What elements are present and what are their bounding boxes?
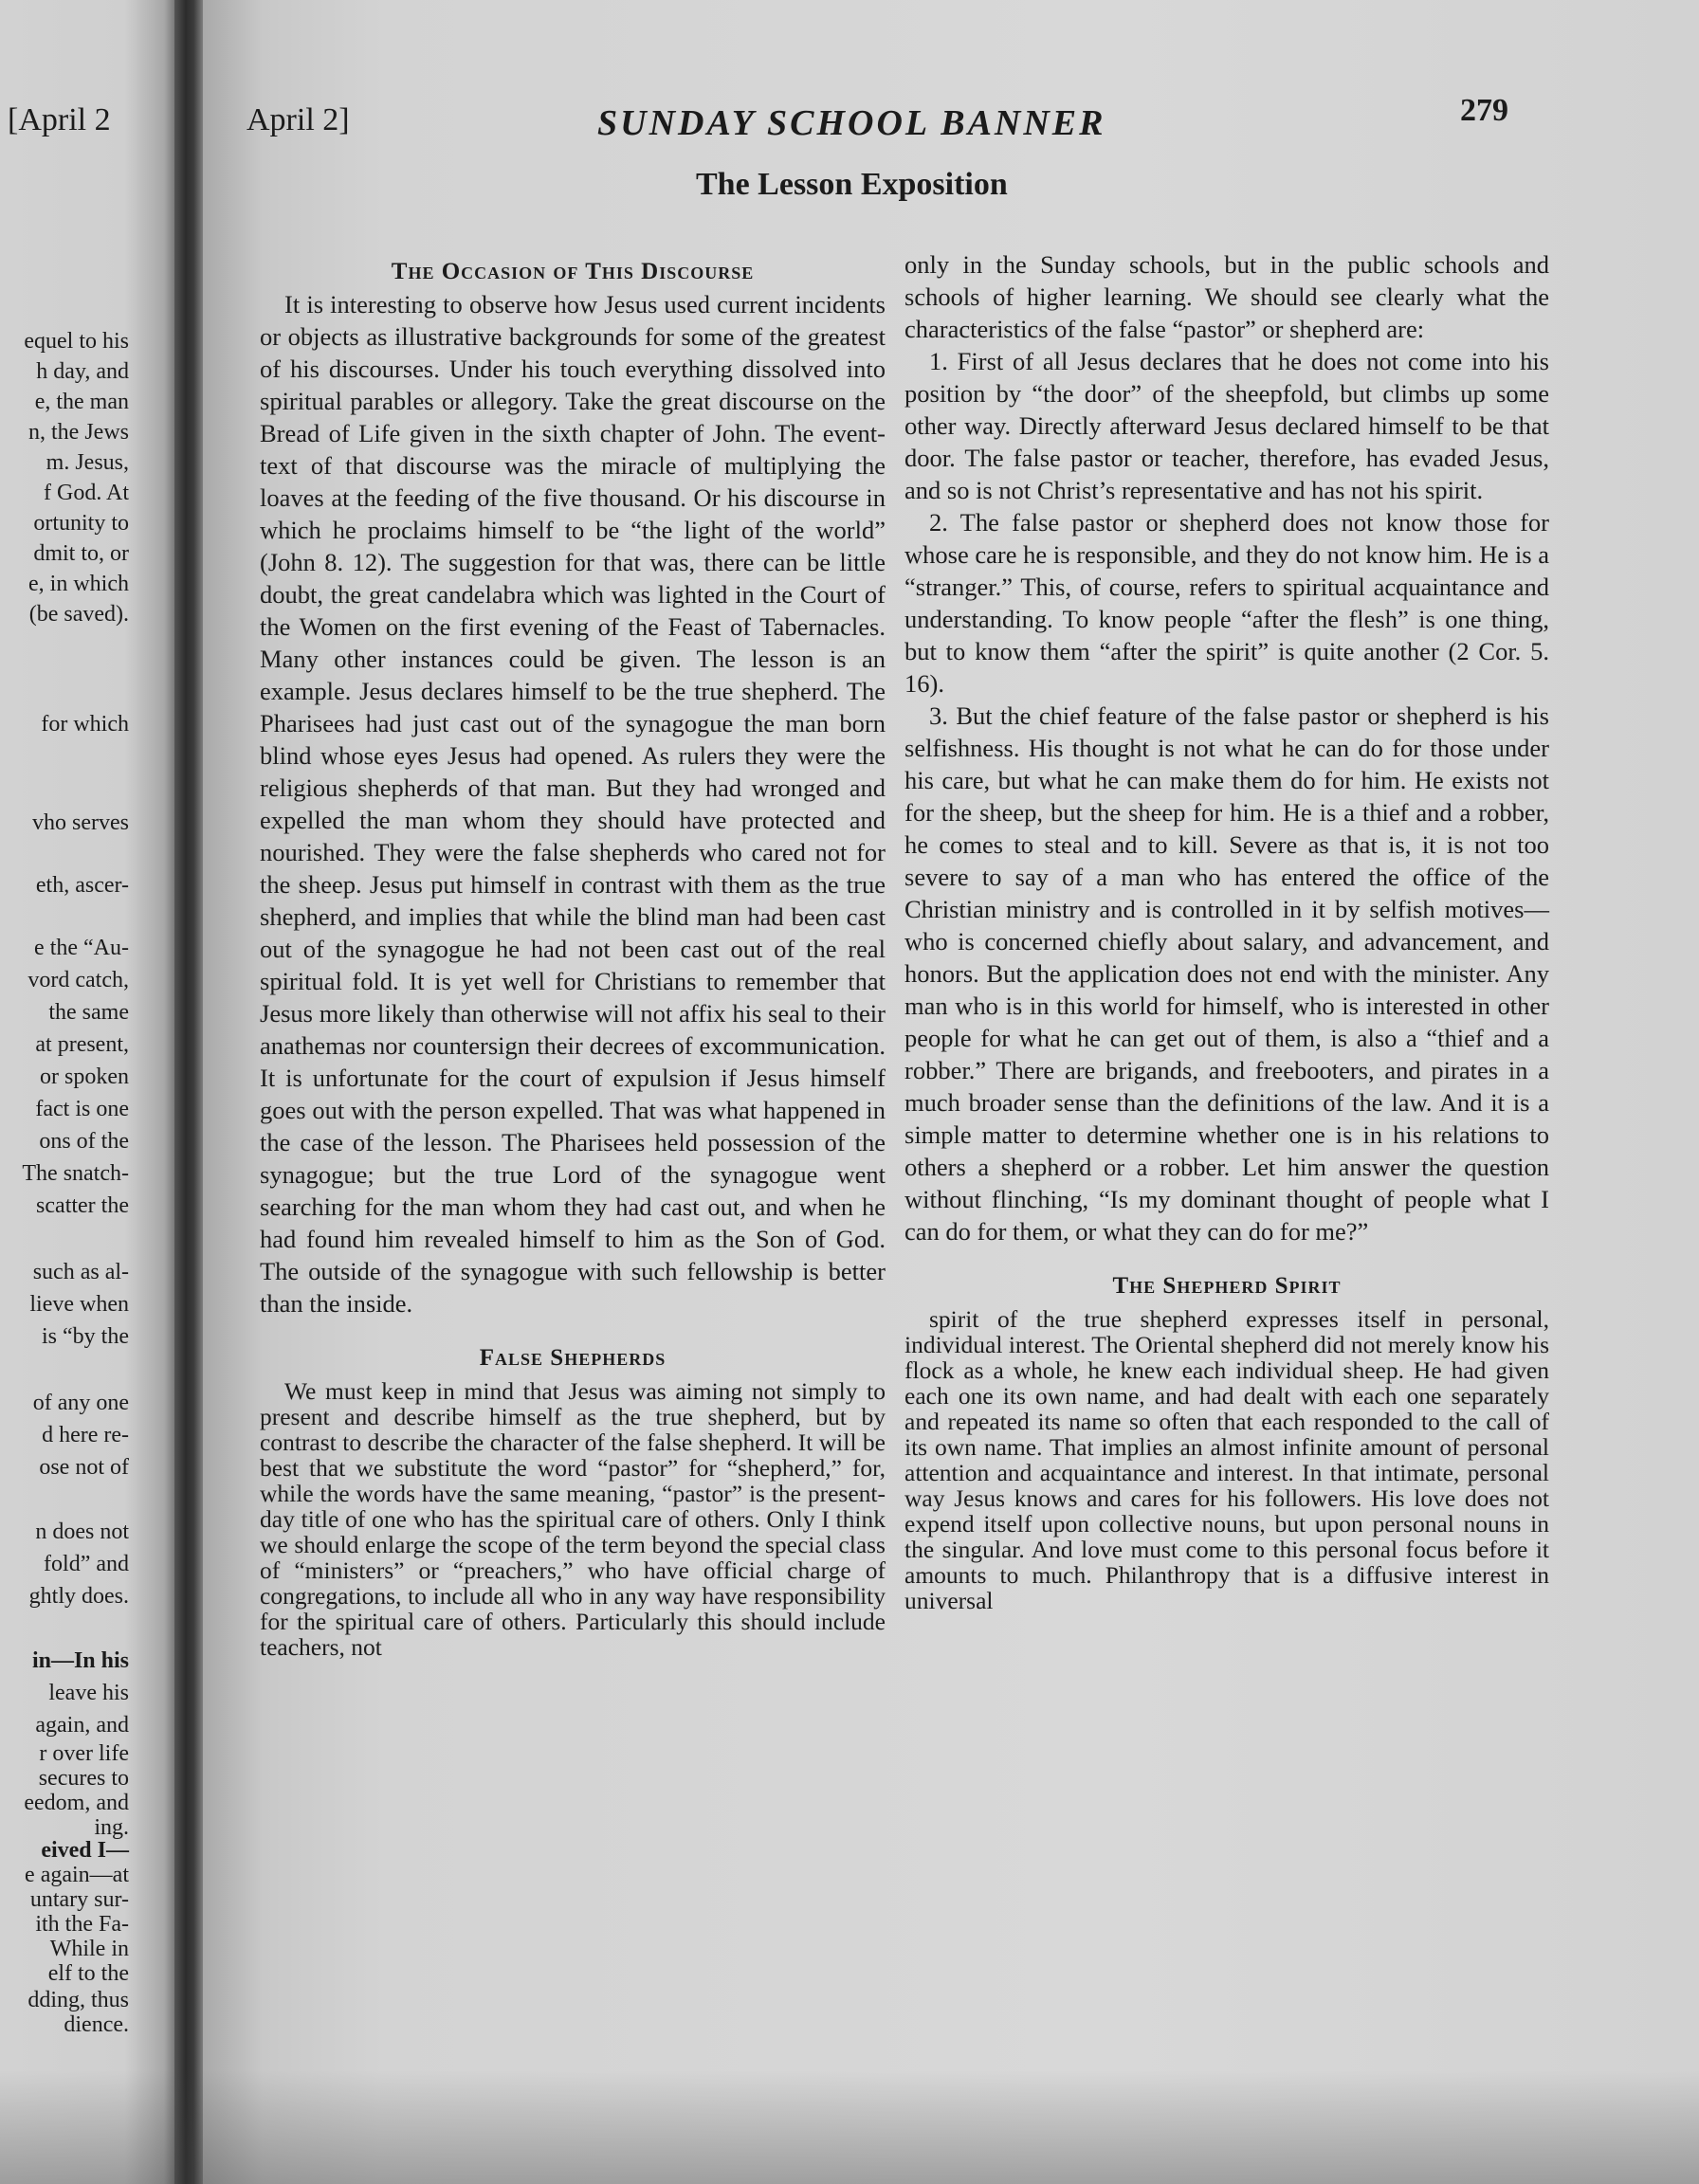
- left-page-line: f God. At: [44, 481, 129, 505]
- left-page-line: ortunity to: [33, 511, 129, 536]
- text-column-left: [260, 256, 886, 1660]
- left-page-line: of any one: [32, 1391, 129, 1415]
- left-page-line: d here re-: [42, 1423, 129, 1447]
- paragraph-occasion: It is interesting to observe how Jesus used current incidents or objects as illustrative backgrounds for some of the greatest of his discourses. Under his touch everything dissolved into spiritual parables or allegory. Take the great discourse on the Bread of Life given in the sixth chapter of John. The event-text of that discourse was the miracle of multiplying the loaves at the feeding of the five thousand. Or his discourse in which he proclaims himself to be “the light of the world” (John 8. 12). The suggestion for that was, there can be little doubt, the great candelabra which was lighted in the Court of the Women on the first evening of the Feast of Tabernacles. Many other instances could be given. The lesson is an example. Jesus declares himself to be the true shepherd. The Pharisees had just cast out of the synagogue the man born blind whose eyes Jesus had opened. As rulers they were the religious shepherds of that man. But they had wronged and expelled the man whom they should have protected and nourished. They were the false shepherds who cared not for the sheep. Jesus put himself in contrast with them as the true shepherd, and implies that while the blind man had been cast out of the synagogue he had not been cast out of the real spiritual fold. It is yet well for Christians to remember that Jesus more likely than otherwise will not affix his seal to their anathemas nor countersign their decrees of excommunication. It is unfortunate for the court of expulsion if Jesus himself goes out with the person expelled. That was what happened in the case of the lesson. The Pharisees held possession of the synagogue; but the true Lord of the synagogue went searching for the man whom they had cast out, and when he had found him revealed himself to him as the Son of God. The outside of the synagogue with such fellowship is better than the inside.: [260, 290, 886, 1318]
- left-page-line: such as al-: [32, 1260, 129, 1284]
- heading-occasion: The Occasion of This Discourse: [391, 259, 755, 284]
- left-page-line: ing.: [94, 1815, 129, 1840]
- left-page-line: m. Jesus,: [46, 450, 129, 475]
- left-page-line: scatter the: [36, 1193, 129, 1218]
- left-page-line: e the “Au-: [34, 936, 129, 960]
- left-page-line: leave his: [48, 1681, 129, 1705]
- left-page-line: is “by the: [42, 1324, 129, 1349]
- left-page-line: r over life: [39, 1741, 129, 1766]
- left-page-line: equel to his: [24, 329, 129, 354]
- left-page-line: dmit to, or: [33, 541, 129, 566]
- paragraph-point-3: 3. But the chief feature of the false pastor or shepherd is his selfishness. His thought is not what he can do for those under his care, but what he can make them do for him. He exists not for the sheep, but the sheep for him. He is a thief and a robber, he comes to steal and to kill. Severe as that is, it is not too severe to say of a man who has entered the office of the Christian ministry and is controlled in it by selfish motives—who is concerned chiefly about salary, and advancement, and honors. But the application does not end with the minister. Any man who is in this world for himself, who is interested in other people for what he can get out of them, is also a “thief and a robber.” There are brigands, and freebooters, and pirates in a much broader sense than the definitions of the law. And it is a simple matter to determine whether one is in his relations to others a shepherd or a robber. Let him answer the question without flinching, “Is my dominant thought of people what I can do for them, or what they can do for me?”: [904, 701, 1549, 1246]
- running-date: April 2]: [247, 102, 350, 137]
- left-page-line: lieve when: [29, 1292, 129, 1317]
- paragraph-false-shepherds: We must keep in mind that Jesus was aiming not simply to present and describe himself as the true shepherd, but by contrast to describe the character of the false shepherd. It will be best that we substitute the word “pastor” for “shepherd,” for, while the words have the same meaning, “pastor” is the present-day title of one who has the spiritual care of others. Only I think we should enlarge the scope of the term beyond the special class of “ministers” or “preachers,” who have official charge of congregations, to include all who in any way have responsibility for the spiritual care of others. Particularly this should include teachers, not: [260, 1377, 886, 1661]
- heading-false-shepherds: False Shepherds: [479, 1345, 667, 1371]
- running-title: SUNDAY SCHOOL BANNER: [597, 103, 1106, 143]
- left-page-line: fact is one: [35, 1097, 129, 1121]
- left-page-line: ose not of: [39, 1455, 129, 1480]
- left-page-line: While in: [49, 1937, 129, 1961]
- left-page-line: ith the Fa-: [35, 1912, 129, 1937]
- left-page-line: ons of the: [39, 1129, 129, 1154]
- left-page-line: at present,: [35, 1032, 129, 1057]
- left-page-line: vord catch,: [27, 968, 129, 992]
- paragraph-point-1: 1. First of all Jesus declares that he does not come into his position by “the door” of the sheepfold, but climbs up some other way. Directly afterward Jesus declared himself to be that door. The false pastor or teacher, therefore, has evaded Jesus, and so is not Christ’s representative and has not his spirit.: [904, 347, 1549, 504]
- left-page-line: n does not: [35, 1520, 129, 1544]
- left-page-line: e, the man: [34, 390, 129, 414]
- left-page-line: e again—at: [25, 1863, 129, 1887]
- paragraph-continued: only in the Sunday schools, but in the public schools and schools of higher learning. We should see clearly what the characteristics of the false “pastor” or shepherd are:: [904, 250, 1549, 343]
- left-page-fragment: [0, 0, 178, 2184]
- right-page: [203, 0, 1699, 2184]
- left-page-line: dding, thus: [27, 1988, 129, 2012]
- left-page-running-date: [April 2: [8, 102, 111, 137]
- left-page-line: e, in which: [28, 572, 129, 596]
- left-page-line: vho serves: [32, 810, 129, 835]
- paragraph-shepherd-spirit: spirit of the true shepherd expresses itself in personal, individual interest. The Oriental shepherd did not merely know his flock as a whole, he knew each individual sheep. He had given each one its own name, and had dealt with each one separately and repeated its name so often that each responded to the call of its own name. That implies an almost infinite amount of personal attention and acquaintance and interest. In that intimate, personal way Jesus knows and cares for his followers. His love does not expend itself upon collective nouns, but upon personal nouns in the singular. And love must come to this personal focus before it amounts to much. Philanthropy that is a diffusive interest in universal: [904, 1305, 1549, 1614]
- left-page-line: eived I—: [41, 1838, 129, 1863]
- paragraph-point-2: 2. The false pastor or shepherd does not know those for whose care he is responsible, and they do not know him. He is a “stranger.” This, of course, refers to spiritual acquaintance and understanding. To know people “after the flesh” is one thing, but to know them “after the spirit” is quite another (2 Cor. 5. 16).: [904, 508, 1549, 698]
- text-column-right: [904, 248, 1549, 1613]
- left-page-line: eth, ascer-: [35, 873, 129, 898]
- left-page-line: the same: [48, 1000, 129, 1025]
- left-page-line: for which: [41, 712, 129, 737]
- heading-shepherd-spirit: The Shepherd Spirit: [1112, 1273, 1342, 1299]
- left-page-line: or spoken: [40, 1065, 129, 1089]
- left-page-line: The snatch-: [22, 1161, 129, 1186]
- left-page-line: n, the Jews: [28, 420, 129, 445]
- left-page-line: elf to the: [47, 1961, 129, 1986]
- book-gutter: [174, 0, 207, 2184]
- left-page-line: fold” and: [44, 1552, 129, 1576]
- page-number: 279: [1460, 93, 1508, 128]
- left-page-line: (be saved).: [28, 602, 129, 627]
- left-page-line: in—In his: [31, 1648, 129, 1673]
- left-page-line: h day, and: [36, 359, 129, 384]
- left-page-line: again, and: [35, 1713, 129, 1738]
- left-page-line: eedom, and: [24, 1791, 129, 1815]
- left-page-line: ghtly does.: [28, 1584, 129, 1609]
- section-title: The Lesson Exposition: [696, 167, 1008, 202]
- left-page-line: secures to: [38, 1766, 129, 1791]
- left-page-line: dience.: [64, 2012, 129, 2037]
- left-page-line: untary sur-: [29, 1887, 129, 1912]
